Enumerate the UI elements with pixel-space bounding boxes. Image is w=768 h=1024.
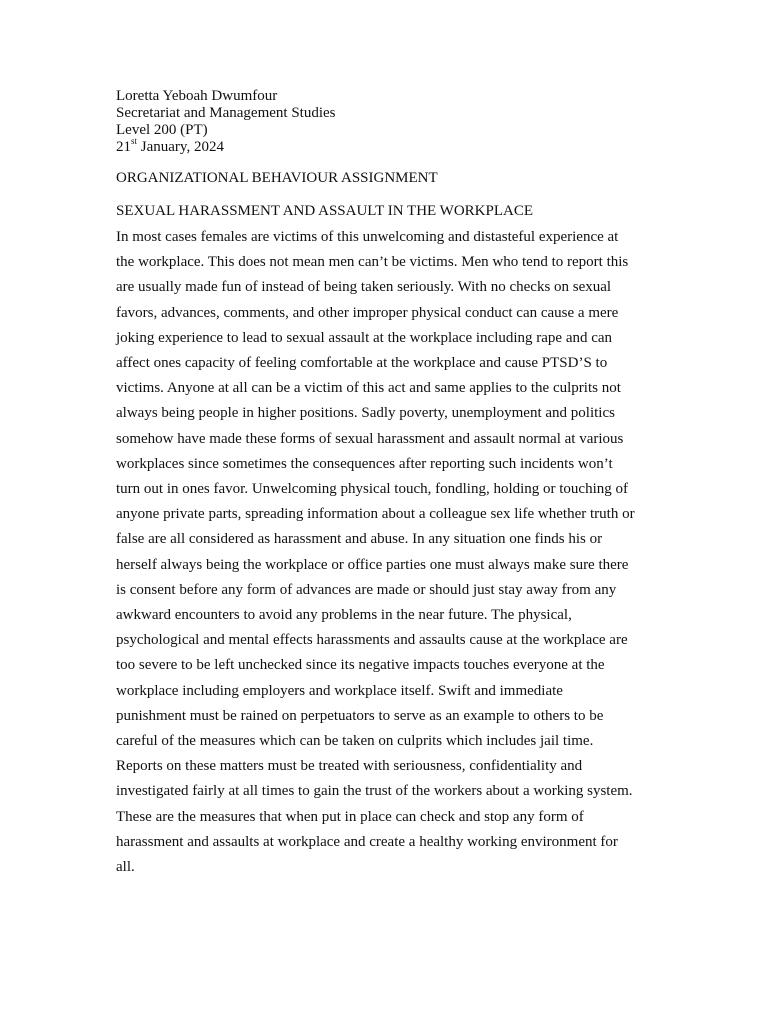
body-line: investigated fairly at all times to gain the trust of the workers about a working system.: [116, 783, 633, 800]
body-line: are usually made fun of instead of being taken seriously. With no checks on sexual: [116, 279, 612, 296]
date-suffix: st: [131, 136, 138, 146]
submission-date: [116, 136, 336, 156]
body-line: careful of the measures which can be taken on culprits which includes jail time.: [116, 733, 594, 750]
body-line: victims. Anyone at all can be a victim of this act and same applies to the culprits not: [116, 380, 621, 397]
body-paragraph: [116, 225, 661, 880]
body-line: These are the measures that when put in place can check and stop any form of: [116, 808, 584, 825]
date-rest: January, 2024: [137, 139, 224, 155]
body-line: is consent before any form of advances are made or should just stay away from any: [116, 581, 617, 598]
program-name: Secretariat and Management Studies: [116, 105, 336, 121]
author-name: Loretta Yeboah Dwumfour: [116, 88, 278, 104]
body-line: somehow have made these forms of sexual harassment and assault normal at various: [116, 430, 624, 447]
body-line: Reports on these matters must be treated with seriousness, confidentiality and: [116, 758, 583, 775]
body-line: favors, advances, comments, and other improper physical conduct can cause a mere: [116, 304, 619, 321]
assignment-title: ORGANIZATIONAL BEHAVIOUR ASSIGNMENT: [116, 170, 438, 186]
body-line: joking experience to lead to sexual assault at the workplace including rape and can: [116, 329, 613, 346]
body-line: turn out in ones favor. Unwelcoming physical touch, fondling, holding or touching of: [116, 481, 629, 498]
body-line: workplace including employers and workplace itself. Swift and immediate: [116, 682, 563, 699]
body-line: psychological and mental effects harassments and assaults cause at the workplace are: [116, 632, 628, 649]
date-day: 21: [116, 139, 131, 155]
body-line: affect ones capacity of feeling comfortable at the workplace and cause PTSD’S to: [116, 355, 608, 372]
author-header: [116, 88, 336, 156]
body-line: always being people in higher positions. Sadly poverty, unemployment and politics: [116, 405, 615, 422]
body-line: the workplace. This does not mean men can’t be victims. Men who tend to report this: [116, 254, 629, 271]
body-line: false are all considered as harassment and abuse. In any situation one finds his or: [116, 531, 603, 548]
body-line: herself always being the workplace or office parties one must always make sure there: [116, 556, 629, 573]
body-line: too severe to be left unchecked since its negative impacts touches everyone at the: [116, 657, 605, 674]
body-line: workplaces since sometimes the consequences after reporting such incidents won’t: [116, 455, 613, 472]
body-line: harassment and assaults at workplace and create a healthy working environment for: [116, 833, 618, 850]
body-line: all.: [116, 859, 135, 876]
topic-title: SEXUAL HARASSMENT AND ASSAULT IN THE WORKPLACE: [116, 203, 533, 219]
student-level: Level 200 (PT): [116, 122, 208, 138]
body-line: punishment must be rained on perpetuators to serve as an example to others to be: [116, 707, 604, 724]
body-line: awkward encounters to avoid any problems in the near future. The physical,: [116, 607, 572, 624]
body-line: In most cases females are victims of this unwelcoming and distasteful experience at: [116, 229, 619, 245]
body-line: anyone private parts, spreading information about a colleague sex life whether truth or: [116, 506, 635, 523]
